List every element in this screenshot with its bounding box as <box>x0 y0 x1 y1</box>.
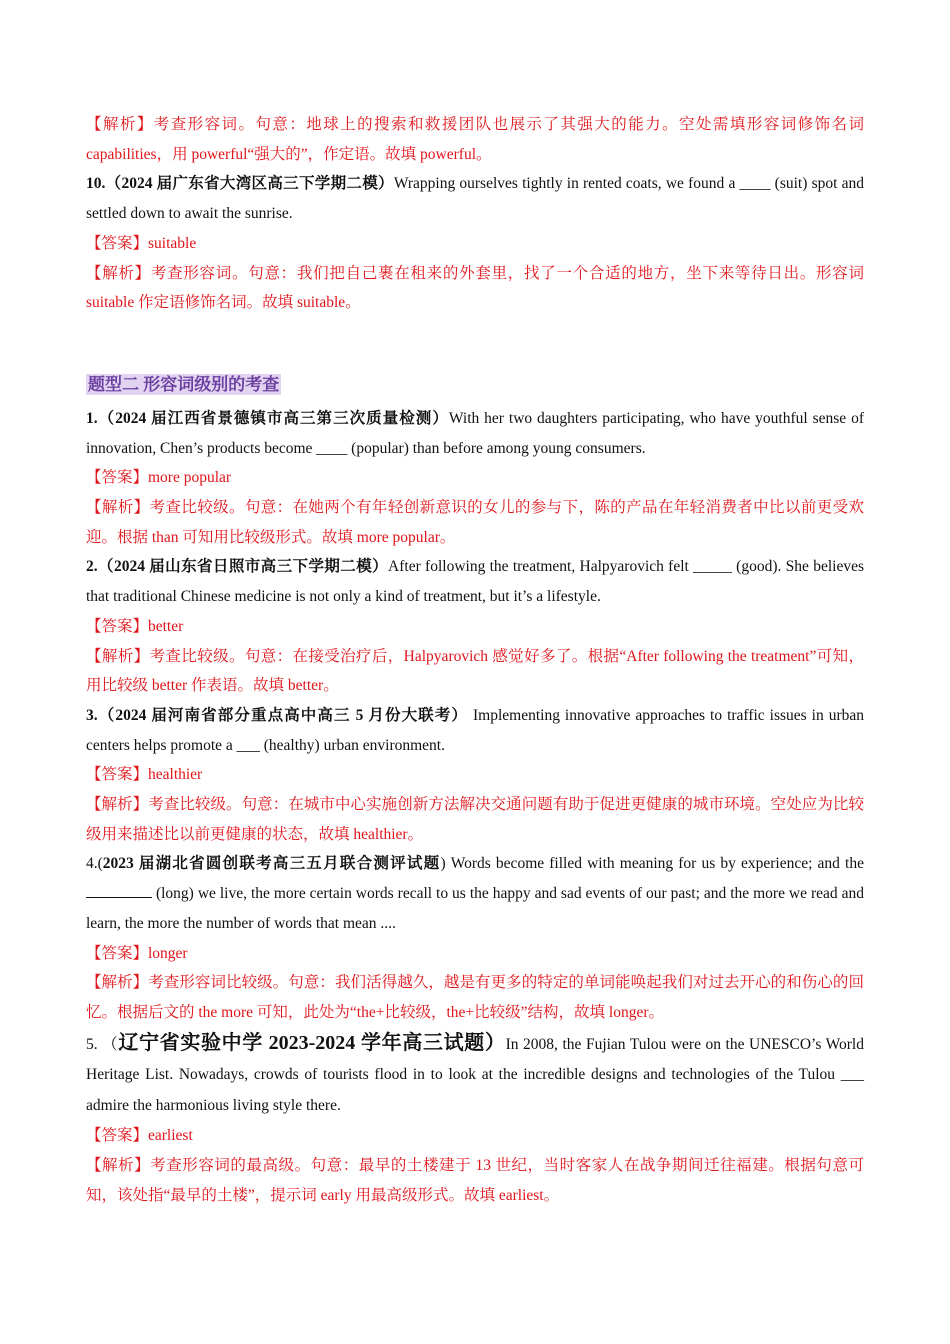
analysis-q9: 【解析】考查形容词。句意：地球上的搜索和救援团队也展示了其强大的能力。空处需填形容词修饰名词capabilities，用 powerful“强大的”，作定语。故填 powerful。 <box>86 116 864 163</box>
question-text: In 2008, the Fujian Tulou were on the UNESCO’s World Heritage List. Nowadays, crowds of tourists flood in to look at the incredible designs and technologies of the Tulou ___ admire the harmonious living style there. <box>86 1035 864 1114</box>
question-number: 5. （ <box>86 1035 119 1053</box>
answer-q3: 【答案】healthier <box>86 766 203 784</box>
analysis-q10: 【解析】考查形容词。句意：我们把自己裹在租来的外套里，找了一个合适的地方，坐下来等待日出。形容词 suitable 作定语修饰名词。故填 suitable。 <box>86 264 864 312</box>
question-source: （2024 届河南省部分重点高中高三 5 月份大联考） <box>97 706 469 724</box>
content-column <box>86 110 864 1210</box>
question-source: 2023 届湖北省圆创联考高三五月联合测评试题 <box>102 855 441 873</box>
analysis-q4: 【解析】考查形容词比较级。句意：我们活得越久，越是有更多的特定的单词能唤起我们对过去开心的和伤心的回忆。根据后文的 the more 可知，此处为“the+比较级，the+比较级”结构，故填 longer。 <box>86 974 864 1021</box>
question-number: 1. <box>86 409 98 427</box>
analysis-q1: 【解析】考查比较级。句意：在她两个有年轻创新意识的女儿的参与下，陈的产品在年轻消费者中比以前更受欢迎。根据 than 可知用比较级形式。故填 more popular。 <box>86 499 864 546</box>
question-text: After following the treatment, Halpyarovich felt _____ (good). She believes that traditional Chinese medicine is not only a kind of treatment, but it’s a lifestyle. <box>86 558 864 606</box>
question-number: 2. <box>86 558 98 576</box>
question-3 <box>86 701 864 760</box>
question-text: Implementing innovative approaches to traffic issues in urban centers helps promote a ___ (healthy) urban environment. <box>86 706 864 754</box>
answer-q2: 【答案】better <box>86 617 184 635</box>
question-source: （2024 届山东省日照市高三下学期二模） <box>97 558 389 576</box>
answer-q4: 【答案】longer <box>86 944 188 962</box>
analysis-q5: 【解析】考查形容词的最高级。句意：最早的土楼建于 13 世纪，当时客家人在战争期间迁往福建。根据句意可知，该处指“最早的土楼”，提示词 early 用最高级形式。故填 earliest。 <box>86 1156 864 1204</box>
question-text: With her two daughters participating, who have youthful sense of innovation, Chen’s products become ____ (popular) than before among young consumers. <box>86 409 864 457</box>
question-number: 3. <box>86 706 98 724</box>
question-source: 辽宁省实验中学 2023-2024 学年高三试题） <box>118 1031 506 1054</box>
section-title-text: 题型二 形容词级别的考查 <box>88 374 280 394</box>
question-number: 4.( <box>86 855 103 873</box>
question-text: Wrapping ourselves tightly in rented coats, we found a ____ (suit) spot and settled down to await the sunrise. <box>86 175 864 223</box>
question-10 <box>86 169 864 228</box>
question-number: 10. <box>86 175 106 193</box>
answer-q1: 【答案】more popular <box>86 469 232 487</box>
question-1 <box>86 404 864 463</box>
question-text: ) Words become filled with meaning for us by experience; and the <box>440 855 864 873</box>
section-title <box>86 370 864 400</box>
question-text-cont: (long) we live, the more certain words recall to us the happy and sad events of our past; and the more we read and learn, the more the number of words that mean .... <box>86 885 864 932</box>
answer-blank <box>86 883 152 898</box>
answer-q5: 【答案】earliest <box>86 1127 193 1145</box>
question-5 <box>86 1028 864 1122</box>
question-source: （2024 届广东省大湾区高三下学期二模） <box>105 175 394 193</box>
answer-q10: 【答案】suitable <box>86 234 197 252</box>
question-4 <box>86 849 864 938</box>
analysis-q2: 【解析】考查比较级。句意：在接受治疗后，Halpyarovich 感觉好多了。根据“After following the treatment”可知，用比较级 better 作表语。故填 better。 <box>86 647 864 695</box>
analysis-q3: 【解析】考查比较级。句意：在城市中心实施创新方法解决交通问题有助于促进更健康的城市环境。空处应为比较级用来描述比以前更健康的状态，故填 healthier。 <box>86 796 864 843</box>
question-2 <box>86 552 864 611</box>
question-source: （2024 届江西省景德镇市高三第三次质量检测） <box>97 409 449 427</box>
